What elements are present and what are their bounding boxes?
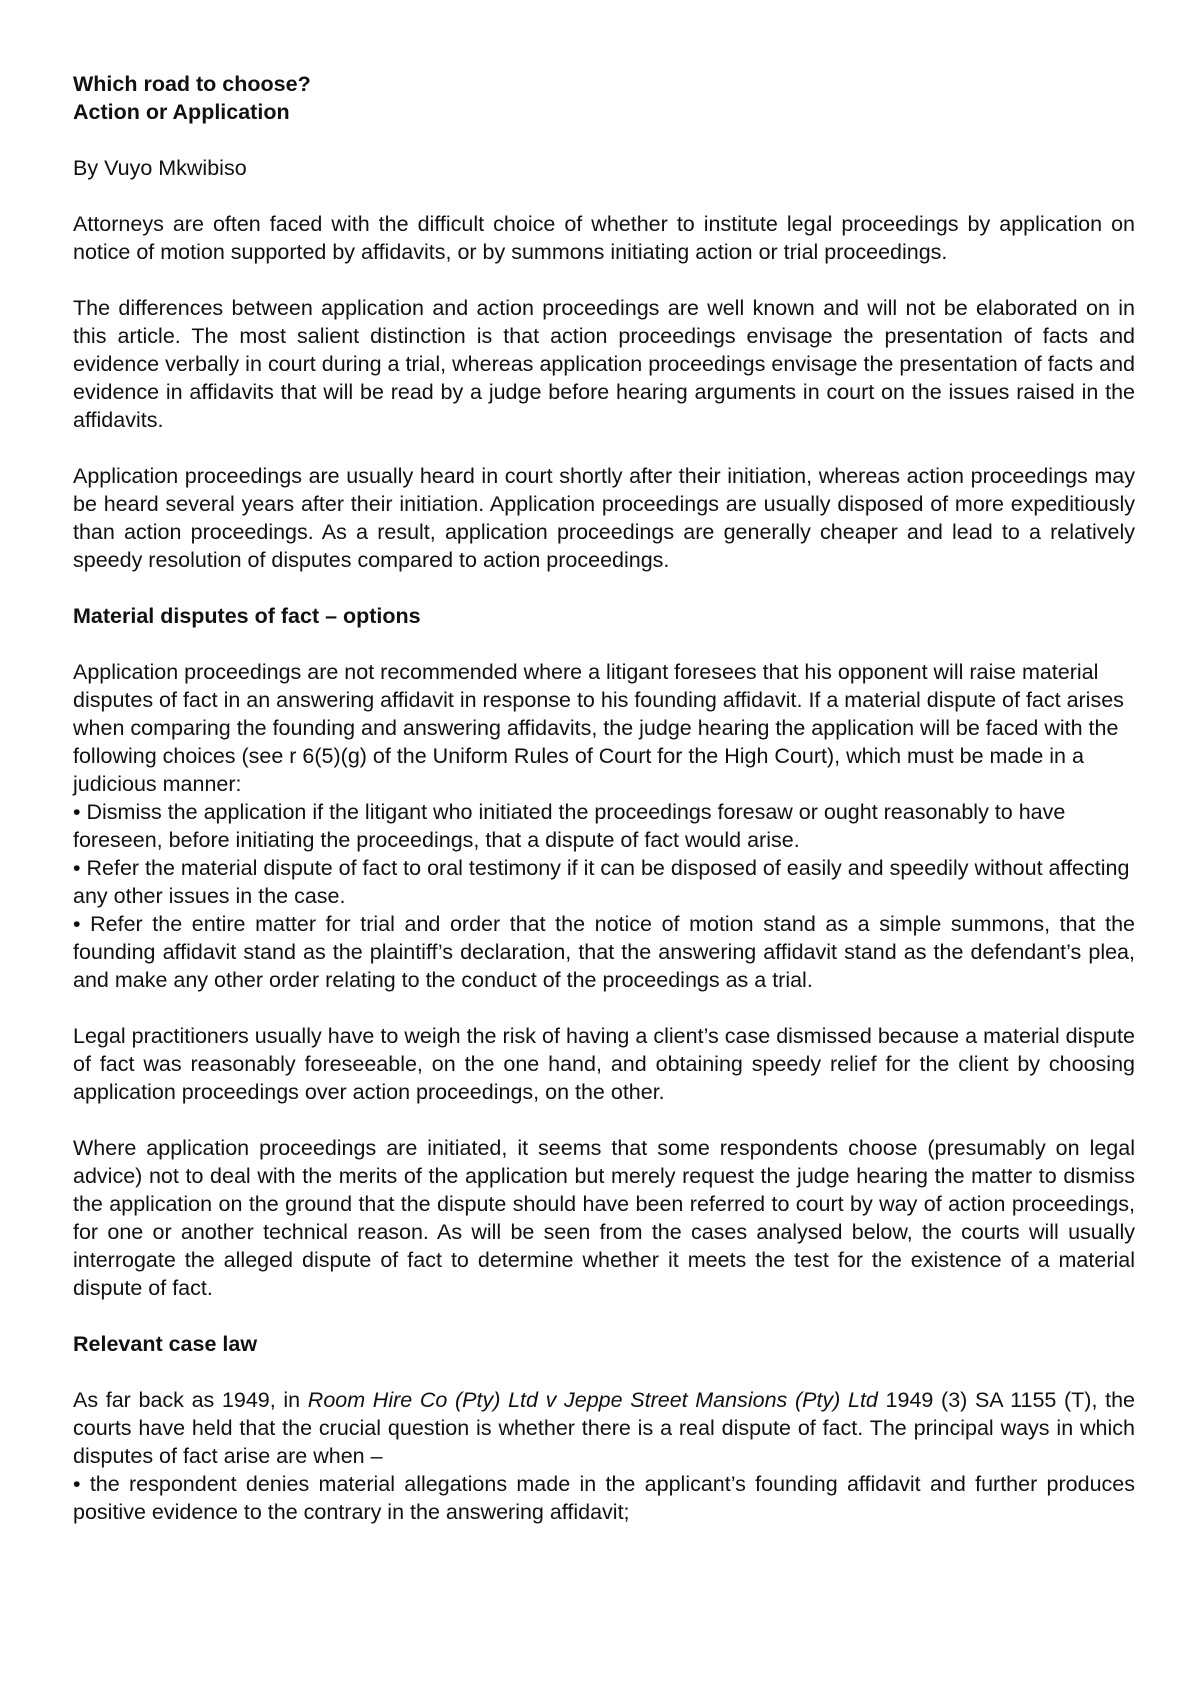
article-title (73, 70, 1135, 126)
paragraph-risk: Legal practitioners usually have to weigh the risk of having a client’s case dismissed because a material dispute of fact was reasonably foreseeable, on the one hand, and obtaining speedy relief for the client by choosing application proceedings over action proceedings, on the other. (73, 1024, 1135, 1104)
paragraph-speed: Application proceedings are usually heard in court shortly after their initiation, whereas action proceedings may be heard several years after their initiation. Application proceedings are usually disposed of more expeditiously than action proceedings. As a result, application proceedings are generally cheaper and lead to a relatively speedy resolution of disputes compared to action proceedings. (73, 464, 1135, 572)
option-refer-trial: • Refer the entire matter for trial and order that the notice of motion stand as a simple summons, that the founding affidavit stand as the plaintiff’s declaration, that the answering affidavit stand as the defendant’s plea, and make any other order relating to the conduct of the proceedings as a trial. (73, 912, 1135, 992)
paragraph-case-law (73, 1386, 1135, 1526)
paragraph-respondents: Where application proceedings are initiated, it seems that some respondents choose (presumably on legal advice) not to deal with the merits of the application but merely request the judge hearing the matter to dismiss the application on the ground that the dispute should have been referred to court by way of action proceedings, for one or another technical reason. As will be seen from the cases analysed below, the courts will usually interrogate the alleged dispute of fact to determine whether it meets the test for the existence of a material dispute of fact. (73, 1136, 1135, 1300)
paragraph-options (73, 658, 1135, 994)
option-oral-testimony: • Refer the material dispute of fact to oral testimony if it can be disposed of easily and speedily without affecting any other issues in the case. (73, 856, 1130, 908)
author-byline: By Vuyo Mkwibiso (73, 156, 247, 180)
paragraph-differences: The differences between application and action proceedings are well known and will not be elaborated on in this article. The most salient distinction is that action proceedings envisage the presentation of facts and evidence verbally in court during a trial, whereas application proceedings envisage the presentation of facts and evidence in affidavits that will be read by a judge before hearing arguments in court on the issues raised in the affidavits. (73, 296, 1135, 432)
options-intro: Application proceedings are not recommended where a litigant foresees that his opponent will raise material disputes of fact in an answering affidavit in response to his founding affidavit. If a material dispute of fact arises when comparing the founding and answering affidavits, the judge hearing the application will be faced with the following choices (see r 6(5)(g) of the Uniform Rules of Court for the High Court), which must be made in a judicious manner: (73, 660, 1124, 796)
option-dismiss: • Dismiss the application if the litigant who initiated the proceedings foresaw or ought reasonably to have foreseen, before initiating the proceedings, that a dispute of fact would arise. (73, 800, 1066, 852)
title-line-2: Action or Application (73, 100, 290, 124)
heading-case-law: Relevant case law (73, 1332, 258, 1356)
case-law-bullet: • the respondent denies material allegations made in the applicant’s founding affidavit and further produces positive evidence to the contrary in the answering affidavit; (73, 1472, 1135, 1524)
paragraph-intro: Attorneys are often faced with the difficult choice of whether to institute legal proceedings by application on notice of motion supported by affidavits, or by summons initiating action or trial proceedings. (73, 212, 1135, 264)
heading-material-disputes: Material disputes of fact – options (73, 604, 421, 628)
title-line-1: Which road to choose? (73, 72, 311, 96)
case-citation: Room Hire Co (Pty) Ltd v Jeppe Street Mansions (Pty) Ltd (307, 1388, 878, 1412)
case-law-pre: As far back as 1949, in (73, 1388, 308, 1412)
case-law-post: 1949 (3) SA 1155 (T), the courts have held that the crucial question is whether there is a real dispute of fact. The principal ways in which disputes of fact arise are when – (73, 1388, 1135, 1468)
